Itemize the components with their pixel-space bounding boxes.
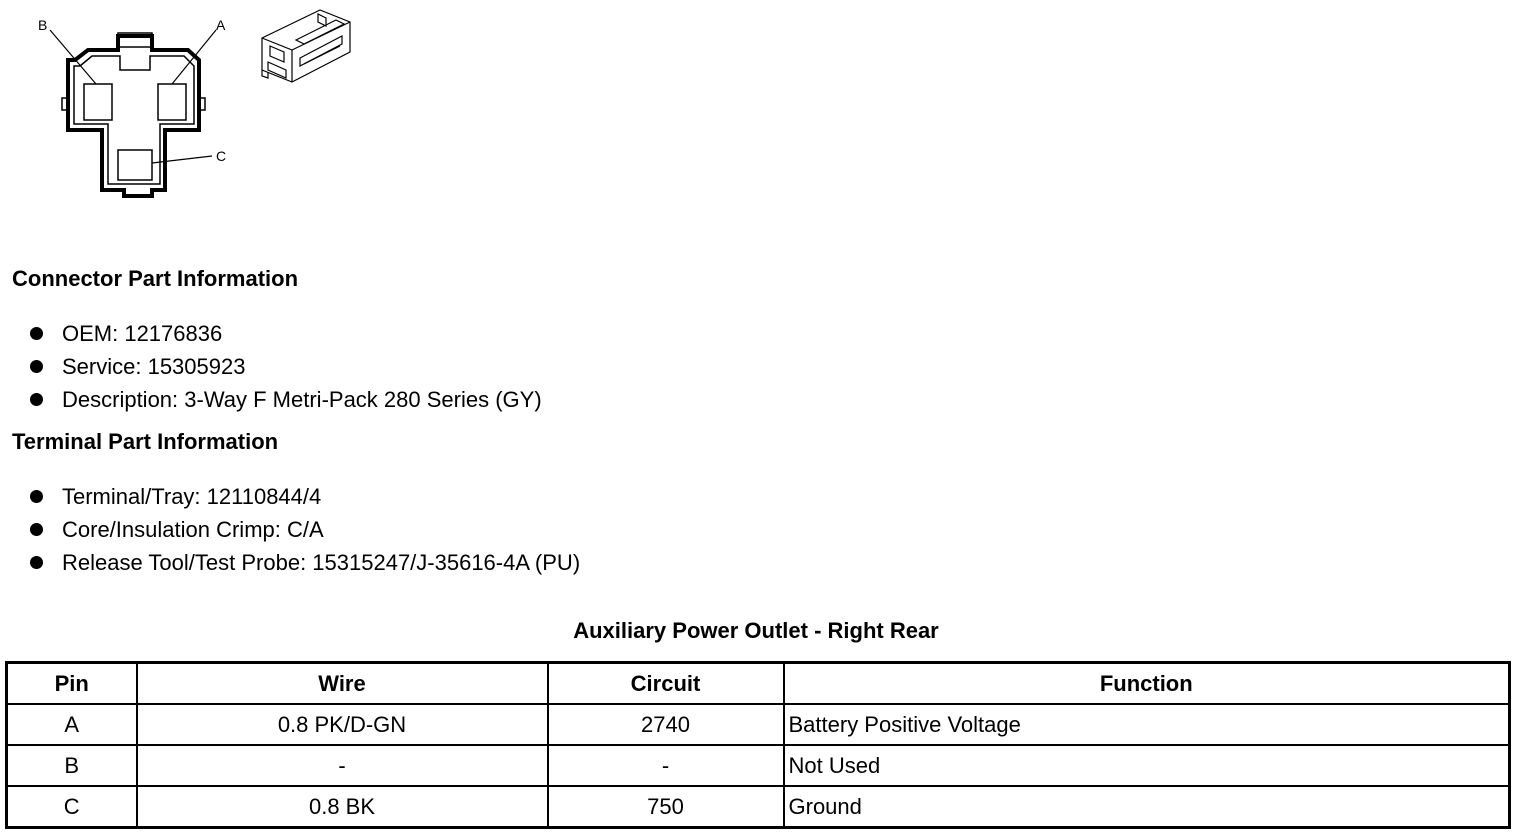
terminal-info-tray: Terminal/Tray: 12110844/4 <box>62 484 322 509</box>
cell-circuit: 750 <box>548 786 784 828</box>
connector-info-description: Description: 3-Way F Metri-Pack 280 Series (GY) <box>62 387 542 412</box>
pin-label-a: A <box>216 17 226 33</box>
leader-line-c <box>152 156 212 163</box>
bullet-icon <box>30 327 43 340</box>
header-wire: Wire <box>137 663 548 705</box>
bullet-icon <box>30 360 43 373</box>
cell-circuit: 2740 <box>548 704 784 745</box>
list-item <box>28 383 542 416</box>
connector-face-diagram <box>0 0 380 210</box>
table-header-row <box>7 663 1510 705</box>
cavity-b <box>84 84 112 120</box>
bullet-icon <box>30 556 43 569</box>
terminal-info-title: Terminal Part Information <box>12 429 279 454</box>
cell-function: Ground <box>784 786 1510 828</box>
cell-pin: A <box>7 704 137 745</box>
connector-info-list <box>28 317 542 416</box>
list-item <box>28 513 580 546</box>
header-function: Function <box>784 663 1510 705</box>
leader-line-b <box>50 30 96 84</box>
cell-circuit: - <box>548 745 784 786</box>
list-item <box>28 317 542 350</box>
table-row <box>7 745 1510 786</box>
list-item <box>28 546 580 579</box>
cavity-a <box>158 84 186 120</box>
connector-isometric-icon <box>262 10 350 82</box>
table-row <box>7 704 1510 745</box>
cavity-c <box>118 150 152 180</box>
list-item <box>28 480 580 513</box>
cell-wire: 0.8 BK <box>137 786 548 828</box>
cell-wire: 0.8 PK/D-GN <box>137 704 548 745</box>
cell-wire: - <box>137 745 548 786</box>
bullet-icon <box>30 523 43 536</box>
terminal-info-list <box>28 480 580 579</box>
pin-label-b: B <box>38 17 48 33</box>
bullet-icon <box>30 490 43 503</box>
pinout-table <box>5 661 1511 829</box>
pinout-table-title: Auxiliary Power Outlet - Right Rear <box>573 618 939 643</box>
terminal-info-tool: Release Tool/Test Probe: 15315247/J-35616-4A (PU) <box>62 550 581 575</box>
header-pin: Pin <box>7 663 137 705</box>
cell-pin: C <box>7 786 137 828</box>
cell-function: Not Used <box>784 745 1510 786</box>
connector-info-service: Service: 15305923 <box>62 354 246 379</box>
list-item <box>28 350 542 383</box>
connector-info-title: Connector Part Information <box>12 266 299 291</box>
cell-pin: B <box>7 745 137 786</box>
connector-info-oem: OEM: 12176836 <box>62 321 223 346</box>
bullet-icon <box>30 393 43 406</box>
table-row <box>7 786 1510 828</box>
terminal-info-crimp: Core/Insulation Crimp: C/A <box>62 517 324 542</box>
cell-function: Battery Positive Voltage <box>784 704 1510 745</box>
header-circuit: Circuit <box>548 663 784 705</box>
pin-label-c: C <box>216 148 227 164</box>
